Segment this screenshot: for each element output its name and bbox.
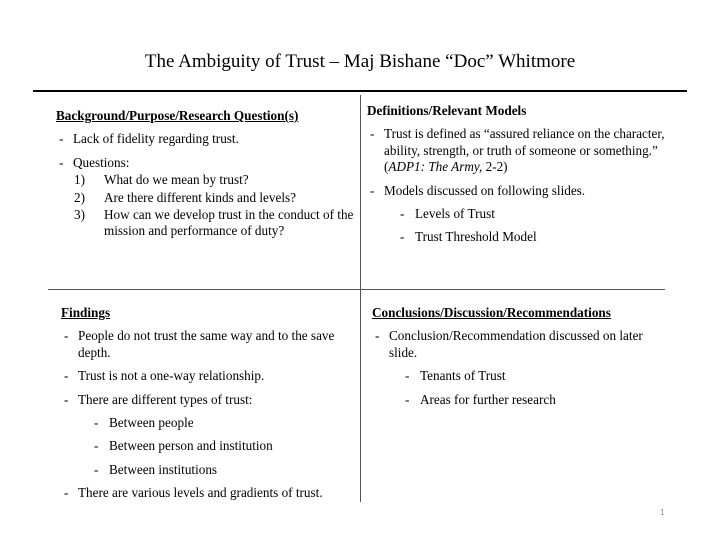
background-item-fidelity: - Lack of fidelity regarding trust. [56,131,356,147]
conclusions-heading: Conclusions/Discussion/Recommendations [372,305,611,320]
conclusions-sub-item: - Areas for further research [372,392,667,408]
findings-sub-item: - Between institutions [61,462,356,478]
question-number: 2) [74,189,85,205]
trust-definition-page: 2-2) [482,159,508,175]
findings-sub-item: - Between person and institution [61,438,356,454]
vertical-divider [360,95,361,502]
conclusions-quadrant [372,305,667,415]
question-item [56,172,356,188]
findings-item: - There are different types of trust: [61,392,356,408]
definitions-sub-item: - Trust Threshold Model [367,229,667,245]
definitions-heading: Definitions/Relevant Models [367,103,527,118]
definitions-quadrant [367,103,667,253]
question-item [56,190,356,206]
findings-sub-item: - Between people [61,415,356,431]
slide-title: The Ambiguity of Trust – Maj Bishane “Doc” Whitmore [144,51,576,72]
horizontal-divider [48,289,665,290]
background-quadrant [56,108,356,241]
trust-definition-source: ADP1: The Army, [388,159,483,175]
background-heading: Background/Purpose/Research Question(s) [56,108,299,123]
definitions-item-trust [367,126,667,175]
findings-item: - Trust is not a one-way relationship. [61,368,356,384]
page-number: 1 [660,508,665,517]
question-number: 1) [74,172,85,188]
trust-definition-text: Trust is defined as “assured reliance on the character, ability, strength, or truth of someone or something.” ( [384,126,665,175]
findings-quadrant [61,305,356,509]
background-item-questions: - Questions: [56,155,356,171]
definitions-sub-item: - Levels of Trust [367,206,667,222]
conclusions-sub-item: - Tenants of Trust [372,368,667,384]
question-text: Are there different kinds and levels? [104,189,296,205]
question-text: How can we develop trust in the conduct of the mission and performance of duty? [104,207,354,239]
question-item [56,207,356,240]
definitions-item-models: - Models discussed on following slides. [367,183,667,199]
findings-item: - There are various levels and gradients of trust. [61,485,356,501]
conclusions-item: - Conclusion/Recommendation discussed on later slide. [372,328,667,361]
findings-item: - People do not trust the same way and to the save depth. [61,328,356,361]
findings-heading: Findings [61,305,111,320]
question-text: What do we mean by trust? [104,172,249,188]
title-divider [33,90,687,92]
question-number: 3) [74,207,85,223]
